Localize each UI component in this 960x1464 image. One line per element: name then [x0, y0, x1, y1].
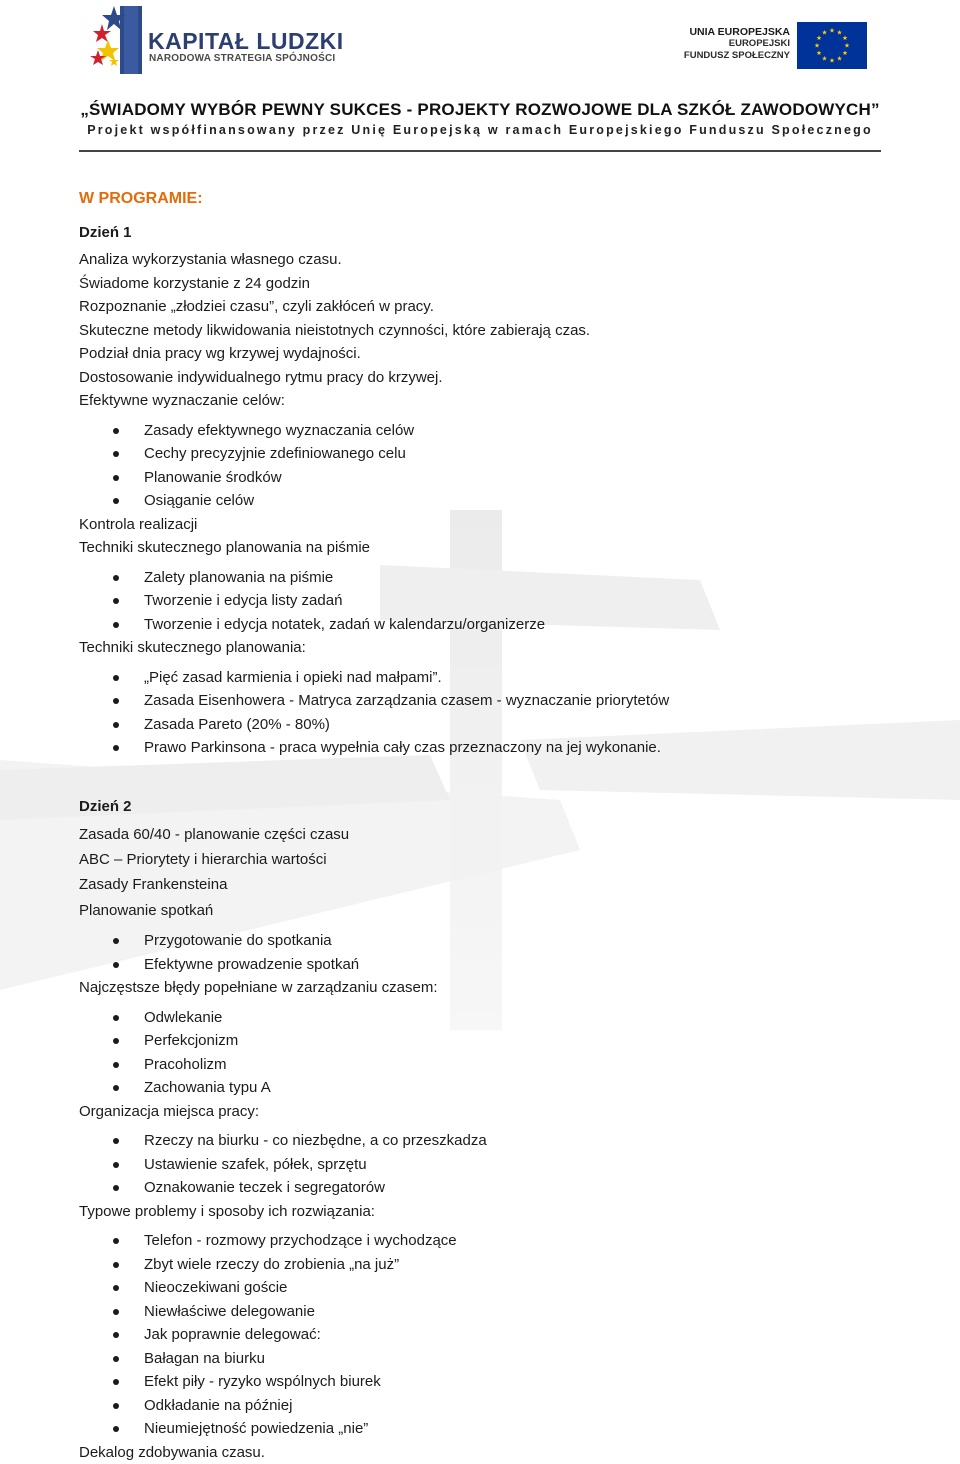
day2-line: Planowanie spotkań: [79, 901, 214, 919]
spacer: [79, 760, 899, 786]
list-item: Oznakowanie teczek i segregatorów: [79, 1176, 899, 1200]
day2-heading: Dzień 2: [79, 797, 132, 815]
day1-line: Skuteczne metody likwidowania nieistotnych czynności, które zabierają czas.: [79, 321, 591, 339]
workplace-list: [79, 1129, 899, 1200]
day1-heading: Dzień 1: [79, 224, 132, 241]
day1-line: Efektywne wyznaczanie celów:: [79, 392, 285, 409]
kapital-ludzki-logo-icon: [84, 4, 144, 76]
eu-line-3: FUNDUSZ SPOŁECZNY: [683, 50, 790, 61]
list-item: Ustawienie szafek, półek, sprzętu: [79, 1153, 899, 1177]
list-item: Planowanie środków: [79, 466, 899, 490]
project-subtitle: Projekt współfinansowany przez Unię Europejską w ramach Europejskiego Funduszu Społecznego: [87, 123, 873, 137]
project-title: „ŚWIADOMY WYBÓR PEWNY SUKCES - PROJEKTY ROZWOJOWE DLA SZKÓŁ ZAWODOWYCH”: [80, 100, 880, 119]
problems-title: Typowe problemy i sposoby ich rozwiązania:: [79, 1202, 375, 1220]
list-item: Zasady efektywnego wyznaczania celów: [79, 419, 899, 443]
program-content: [79, 186, 899, 1464]
problems-list: [79, 1229, 899, 1441]
list-item: Efekt piły - ryzyko wspólnych biurek: [79, 1370, 899, 1394]
control-line: Kontrola realizacji: [79, 515, 198, 533]
final-line: Dekalog zdobywania czasu.: [79, 1443, 265, 1461]
list-item: Bałagan na biurku: [79, 1347, 899, 1371]
list-item: Jak poprawnie delegować:: [79, 1323, 899, 1347]
program-title: W PROGRAMIE:: [79, 190, 203, 207]
day1-line: Dostosowanie indywidualnego rytmu pracy do krzywej.: [79, 368, 443, 386]
list-item: Niewłaściwe delegowanie: [79, 1300, 899, 1324]
list-item: Odwlekanie: [79, 1006, 899, 1030]
list-item: Zasada Eisenhowera - Matryca zarządzania czasem - wyznaczanie priorytetów: [79, 689, 899, 713]
errors-list: [79, 1006, 899, 1100]
planning-list: [79, 666, 899, 760]
eu-text-block: [684, 26, 790, 62]
day1-line: Analiza wykorzystania własnego czasu.: [79, 251, 342, 268]
day2-line: ABC – Priorytety i hierarchia wartości: [79, 850, 327, 868]
list-item: Przygotowanie do spotkania: [79, 929, 899, 953]
list-item: „Pięć zasad karmienia i opieki nad małpami”.: [79, 666, 899, 690]
list-item: Prawo Parkinsona - praca wypełnia cały czas przeznaczony na jej wykonanie.: [79, 736, 899, 760]
page-header: [0, 0, 960, 160]
list-item: Zachowania typu A: [79, 1076, 899, 1100]
list-item: Rzeczy na biurku - co niezbędne, a co przeszkadza: [79, 1129, 899, 1153]
list-item: Zasada Pareto (20% - 80%): [79, 713, 899, 737]
meetings-list: [79, 929, 899, 976]
list-item: Odkładanie na później: [79, 1394, 899, 1418]
eu-flag-icon: [797, 22, 867, 69]
header-divider: [79, 150, 881, 152]
planning-title: Techniki skutecznego planowania:: [79, 639, 306, 656]
written-planning-list: [79, 566, 899, 637]
list-item: Cechy precyzyjnie zdefiniowanego celu: [79, 442, 899, 466]
workplace-title: Organizacja miejsca pracy:: [79, 1102, 260, 1120]
day2-intro: [79, 822, 899, 924]
written-planning-title: Techniki skutecznego planowania na piśmie: [79, 539, 371, 556]
goals-list: [79, 419, 899, 513]
logo-title: KAPITAŁ LUDZKI: [148, 28, 344, 54]
day1-line: Rozpoznanie „złodziei czasu”, czyli zakłóceń w pracy.: [79, 298, 434, 315]
eu-line-1: UNIA EUROPEJSKA: [689, 26, 790, 38]
list-item: Zbyt wiele rzeczy do zrobienia „na już”: [79, 1253, 899, 1277]
list-item: Osiąganie celów: [79, 489, 899, 513]
list-item: Pracoholizm: [79, 1053, 899, 1077]
logo-subtitle: NARODOWA STRATEGIA SPÓJNOŚCI: [149, 53, 336, 64]
list-item: Tworzenie i edycja notatek, zadań w kalendarzu/organizerze: [79, 613, 899, 637]
list-item: Nieumiejętność powiedzenia „nie”: [79, 1417, 899, 1441]
day2-line: Zasada 60/40 - planowanie części czasu: [79, 825, 350, 843]
day1-line: Świadome korzystanie z 24 godzin: [79, 274, 310, 292]
eu-line-2: EUROPEJSKI: [728, 38, 790, 49]
list-item: Nieoczekiwani goście: [79, 1276, 899, 1300]
list-item: Zalety planowania na piśmie: [79, 566, 899, 590]
day2-line: Zasady Frankensteina: [79, 876, 228, 894]
list-item: Tworzenie i edycja listy zadań: [79, 589, 899, 613]
list-item: Efektywne prowadzenie spotkań: [79, 953, 899, 977]
list-item: Telefon - rozmowy przychodzące i wychodzące: [79, 1229, 899, 1253]
day1-line: Podział dnia pracy wg krzywej wydajności.: [79, 345, 361, 362]
errors-title: Najczęstsze błędy popełniane w zarządzaniu czasem:: [79, 979, 438, 997]
list-item: Perfekcjonizm: [79, 1029, 899, 1053]
